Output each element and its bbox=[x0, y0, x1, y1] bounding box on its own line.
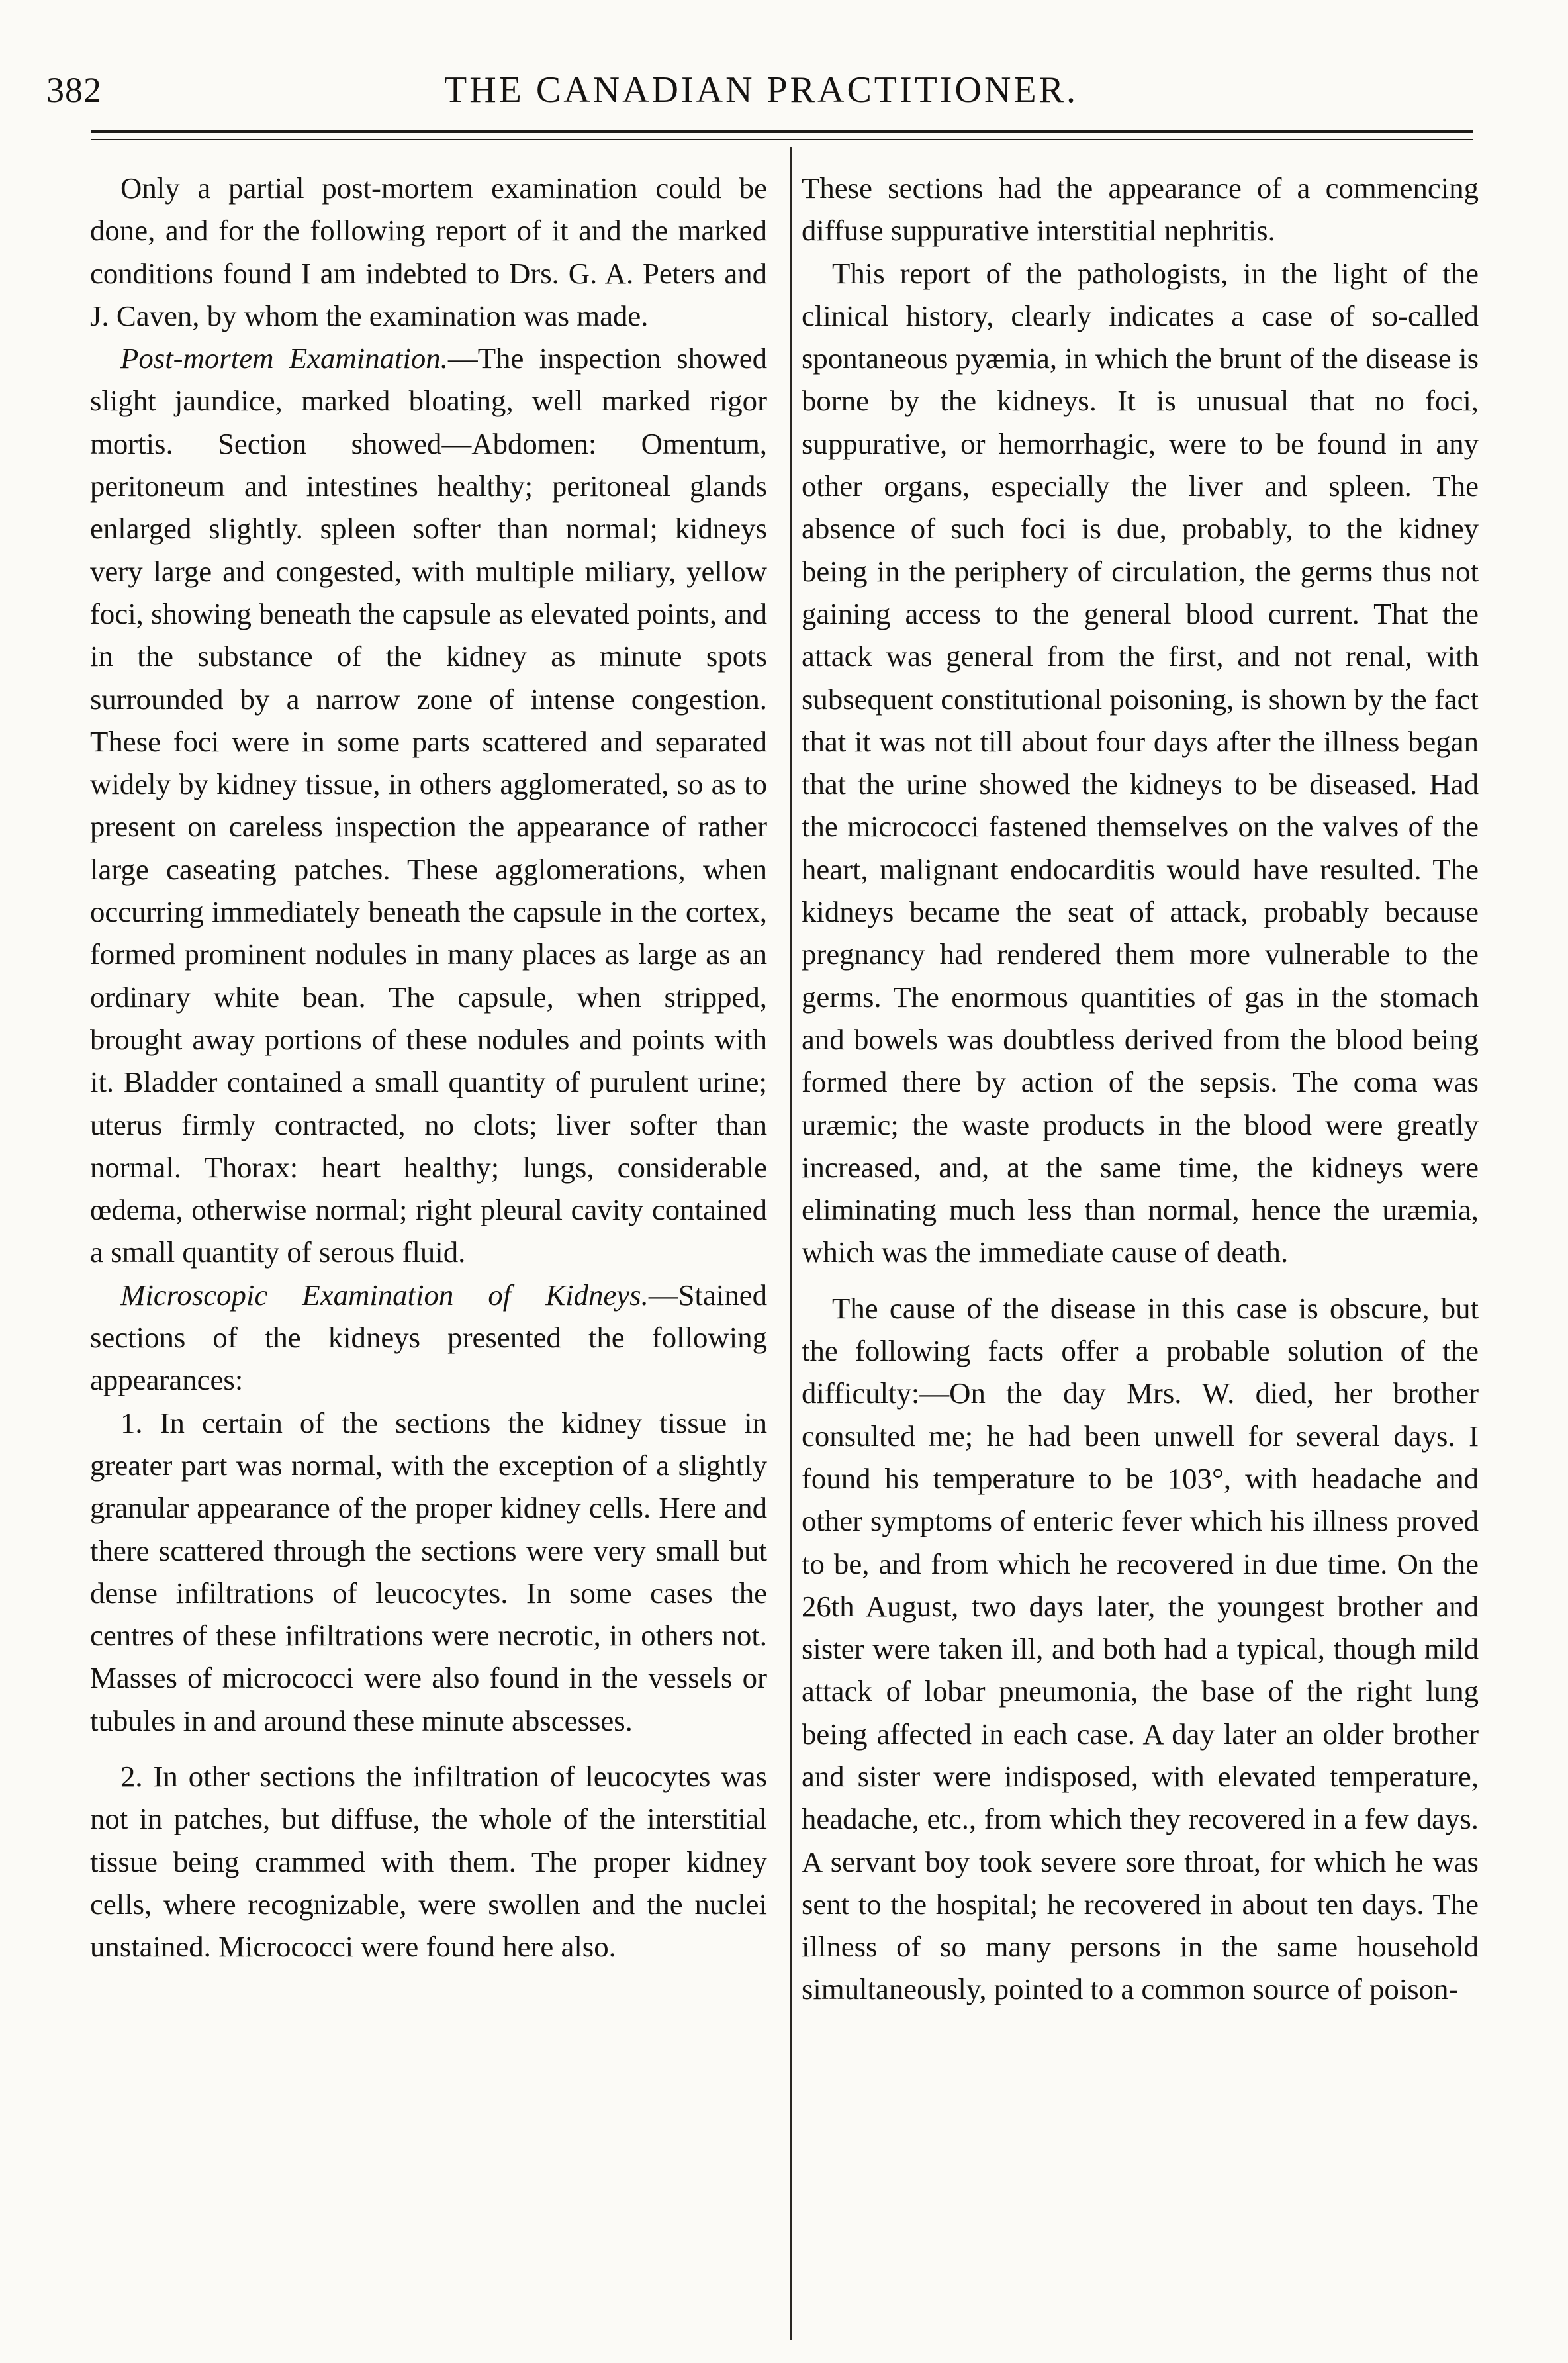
journal-title: THE CANADIAN PRACTITIONER. bbox=[444, 70, 1078, 111]
paragraph: This report of the pathologists, in the light of the clinical history, clearly indicates a case of so-called spontaneous pyæmia, in which the brunt of the disease is borne by the kidneys. It is unusual that no foci, suppurative, or hemorrhagic, were to be found in any other organs, especially the liver and spleen. The absence of such foci is due, probably, to the kidney being in the periphery of circulation, the germs thus not gaining access to the general blood current. That the attack was general from the first, and not renal, with subsequent constitutional poisoning, is shown by the fact that it was not till about four days after the illness began that the urine showed the kidneys to be diseased. Had the micrococci fastened themselves on the valves of the heart, malignant endocarditis would have resulted. The kidneys became the seat of attack, probably because pregnancy had rendered them more vulnerable to the germs. The enormous quantities of gas in the stomach and bowels was doubtless derived from the blood being formed there by action of the sepsis. The coma was uræmic; the waste products in the blood were greatly increased, and, at the same time, the kidneys were eliminating much less than normal, hence the uræmia, which was the immediate cause of death. bbox=[802, 256, 1479, 1269]
header-rule-thick bbox=[91, 130, 1473, 133]
numbered-paragraph: 1. In certain of the sections the kidney tissue in greater part was normal, with the exception of a slightly granular appearance of the proper kidney cells. Here and there scattered through the sections were very small but dense infiltrations of leucocytes. In some cases the centres of these infiltrations were necrotic, in others not. Masses of micrococci were also found in the vessels or tubules in and around these minute abscesses. bbox=[90, 1406, 767, 1737]
section-heading: Post-mortem Examination. bbox=[120, 342, 448, 375]
right-column bbox=[802, 167, 1479, 2011]
header-rule-thin bbox=[91, 139, 1473, 140]
paragraph-continued: These sections had the appearance of a commencing diffuse suppurative interstitial nephritis. bbox=[802, 171, 1479, 248]
paragraph-post-mortem bbox=[90, 337, 767, 1274]
column-divider bbox=[790, 147, 792, 2340]
paragraph-microscopic bbox=[90, 1274, 767, 1402]
paragraph-body: —The inspection showed slight jaundice, marked bloating, well marked rigor mortis. Section showed—Abdomen: Omentum, peritoneum and intestines healthy; peritoneal glands enlarged slightly. spleen softer than normal; kidneys very large and congested, with multiple miliary, yellow foci, showing beneath the capsule as elevated points, and in the substance of the kidney as minute spots surrounded by a narrow zone of intense congestion. These foci were in some parts scattered and separated widely by kidney tissue, in others agglomerated, so as to present on careless inspection the appearance of rather large caseating patches. These agglomerations, when occurring immediately beneath the capsule in the cortex, formed prominent nodules in many places as large as an ordinary white bean. The capsule, when stripped, brought away portions of these nodules and points with it. Bladder contained a small quantity of purulent urine; uterus firmly contracted, no clots; liver softer than normal. Thorax: heart healthy; lungs, considerable œdema, otherwise normal; right pleural cavity contained a small quantity of serous fluid. bbox=[90, 342, 767, 1269]
numbered-paragraph: 2. In other sections the infiltration of leucocytes was not in patches, but diffuse, the whole of the interstitial tissue being crammed with them. The proper kidney cells, where recognizable, were swollen and the nuclei unstained. Micrococci were found here also. bbox=[90, 1759, 767, 1964]
section-heading: Microscopic Examination of Kidneys. bbox=[120, 1278, 649, 1312]
paragraph: Only a partial post-mortem examination could be done, and for the following report of it and the marked conditions found I am indebted to Drs. G. A. Peters and J. Caven, by whom the examination was made. bbox=[90, 171, 767, 332]
paragraph-body: —Stained sections of the kidneys presented the following appearances: bbox=[90, 1278, 767, 1397]
running-header bbox=[46, 64, 1476, 117]
paragraph: The cause of the disease in this case is obscure, but the following facts offer a probable solution of the difficulty:—On the day Mrs. W. died, her brother consulted me; he had been unwell for several days. I found his temperature to be 103°, with headache and other symptoms of enteric fever which his illness proved to be, and from which he recovered in due time. On the 26th August, two days later, the youngest brother and sister were taken ill, and both had a typical, though mild attack of lobar pneumonia, the base of the right lung being affected in each case. A day later an older brother and sister were indisposed, with elevated temperature, headache, etc., from which they recovered in a few days. A servant boy took severe sore throat, for which he was sent to the hospital; he recovered in about ten days. The illness of so many persons in the same household simultaneously, pointed to a common source of poison- bbox=[802, 1291, 1479, 2006]
left-column bbox=[90, 167, 767, 1968]
page-number: 382 bbox=[46, 70, 102, 110]
